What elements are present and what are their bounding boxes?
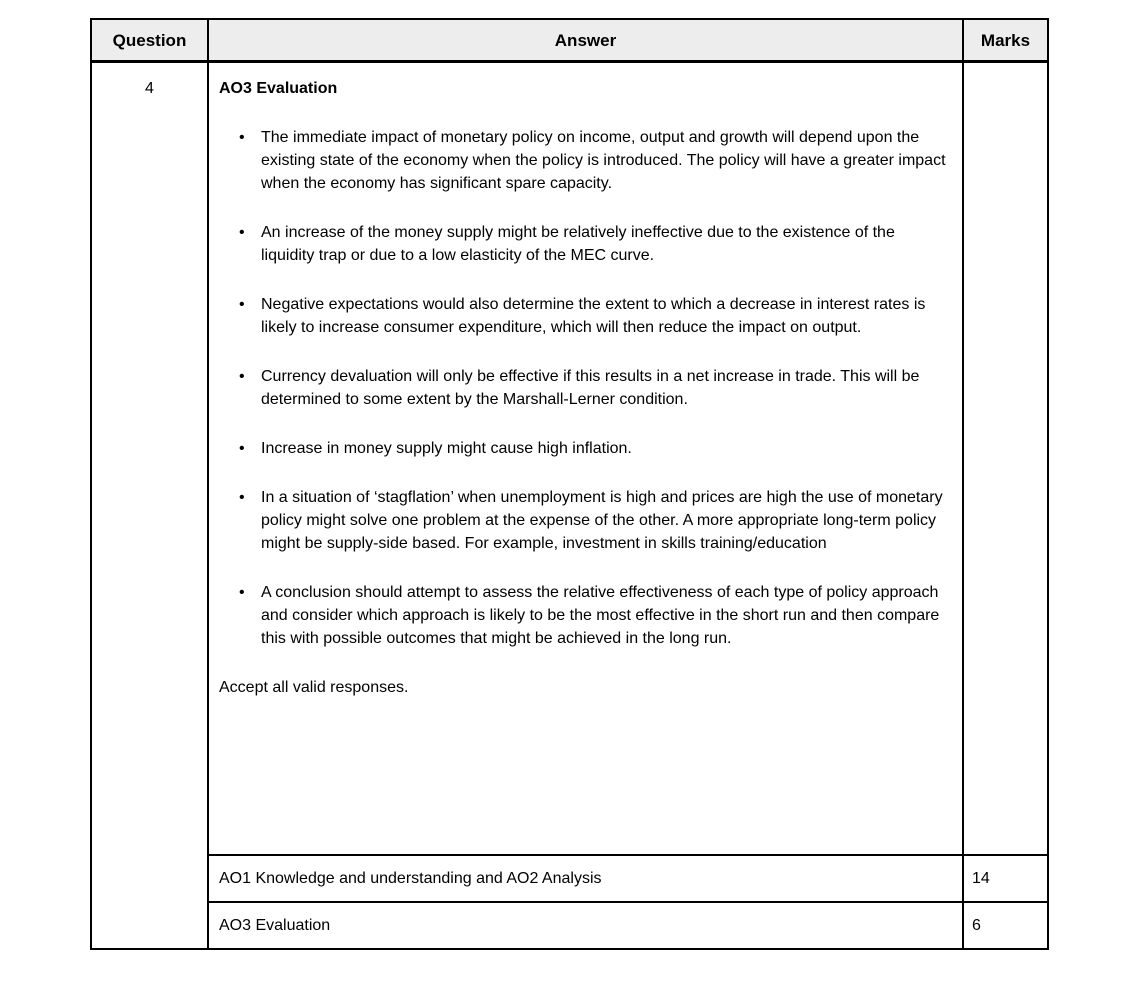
bullet-icon: • [239,129,245,146]
bullet-text: A conclusion should attempt to assess the relative effectiveness of each type of policy approach and consider which approach is likely to be the most effective in the short run and then compare this with possible outcomes that might be achieved in the long run. [261,584,940,647]
marks-cell-empty [963,62,1048,856]
subrow-marks-ao3: 6 [963,902,1048,949]
list-item [219,365,948,411]
table-row [91,855,1048,902]
bullet-icon: • [239,224,245,241]
list-item [219,221,948,267]
answer-row [91,62,1048,856]
bullet-text: Negative expectations would also determine the extent to which a decrease in interest rates is likely to increase consumer expenditure, which will then reduce the impact on output. [261,296,926,336]
answer-cell [208,62,963,856]
list-item [219,437,948,460]
table-header-row [91,19,1048,62]
bullet-text: The immediate impact of monetary policy on income, output and growth will depend upon the existing state of the economy when the policy is introduced. The policy will have a greater impact when the economy has significant spare capacity. [261,129,946,192]
bullet-text: In a situation of ‘stagflation’ when unemployment is high and prices are high the use of monetary policy might solve one problem at the expense of the other. A more appropriate long-term policy might be supply-side based. For example, investment in skills training/education [261,489,943,552]
bullet-icon: • [239,489,245,506]
bullet-icon: • [239,584,245,601]
bullet-icon: • [239,368,245,385]
bullet-text: Increase in money supply might cause high inflation. [261,440,632,457]
subrow-marks-ao1-ao2: 14 [963,855,1048,902]
answer-heading: AO3 Evaluation [219,80,338,97]
list-item [219,581,948,650]
header-answer: Answer [208,19,963,62]
markscheme-table [90,18,1049,950]
table-row [91,902,1048,949]
bullet-icon: • [239,296,245,313]
bullet-text: Currency devaluation will only be effective if this results in a net increase in trade. This will be determined to some extent by the Marshall-Lerner condition. [261,368,920,408]
header-question: Question [91,19,208,62]
header-marks: Marks [963,19,1048,62]
bullet-icon: • [239,440,245,457]
list-item [219,126,948,195]
list-item [219,486,948,555]
answer-bullet-list [219,126,948,650]
answer-footer-note: Accept all valid responses. [219,679,409,696]
subrow-label-ao1-ao2: AO1 Knowledge and understanding and AO2 Analysis [208,855,963,902]
list-item [219,293,948,339]
subrow-label-ao3: AO3 Evaluation [208,902,963,949]
bullet-text: An increase of the money supply might be relatively ineffective due to the existence of the liquidity trap or due to a low elasticity of the MEC curve. [261,224,895,264]
question-number: 4 [91,62,208,950]
